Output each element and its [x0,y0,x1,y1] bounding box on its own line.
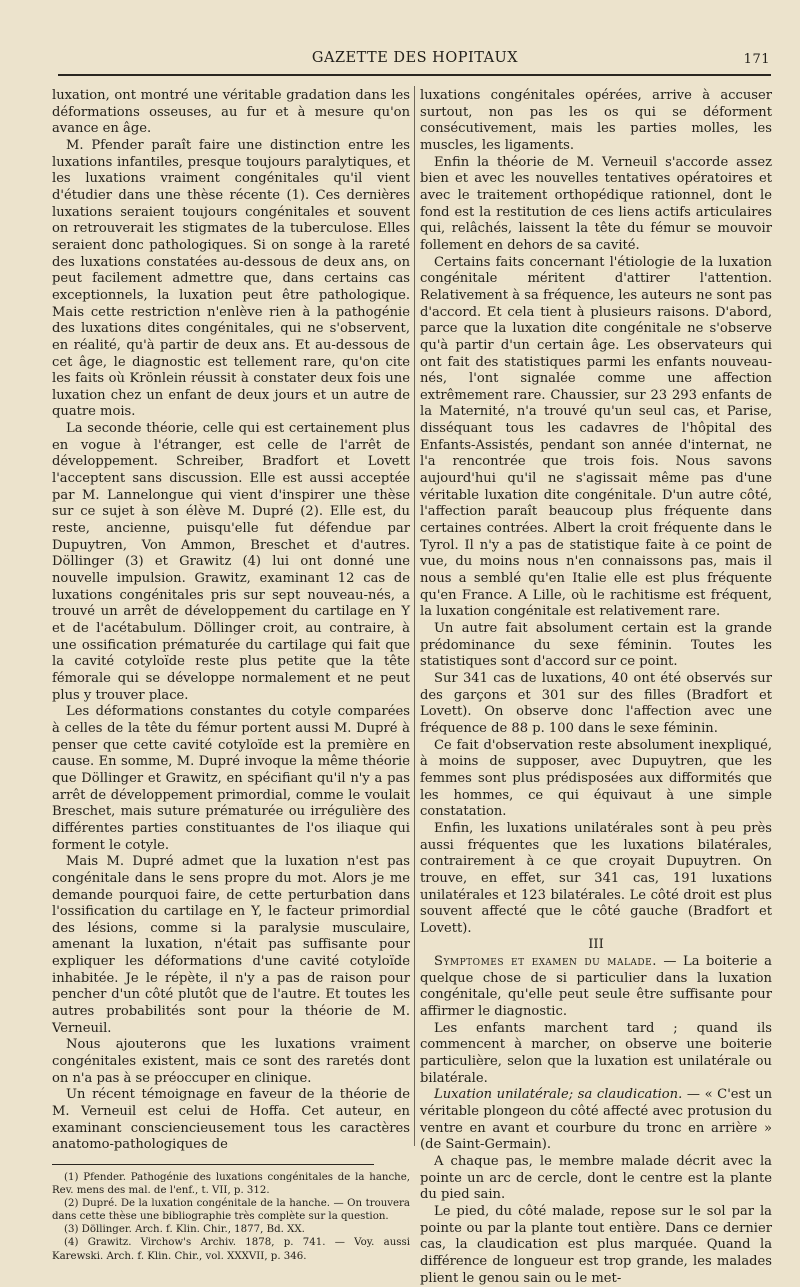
paragraph: La seconde théorie, celle qui est certainement plus en vogue à l'étranger, est celle de l'arrêt de développement. Schreiber, Bradfort et Lovett l'acceptent sans discussion. Elle est aussi acceptée par M. Lannelongue qui vient d'inspirer une thèse sur ce sujet à son élève M. Dupré (2). Elle est, du reste, ancienne, puisqu'elle fut défendue par Dupuytren, Von Ammon, Breschet et d'autres. Döllinger (3) et Grawitz (4) lui ont donné une nouvelle impulsion. Grawitz, examinant 12 cas de luxations congénitales pris sur sept nouveau-nés, a trouvé un arrêt de développement du cartilage en Y et de l'acétabulum. Döllinger croit, au contraire, à une ossification prématurée du cartilage qui fait que la cavité cotyloïde reste plus petite que la tête fémorale qui se développe normalement et ne peut plus y trouver place. [52,421,410,703]
journal-title: GAZETTE DES HOPITAUX [311,50,519,66]
section-title: Symptomes et examen du malade. [434,954,657,970]
subsection-paragraph [420,1087,772,1154]
page-number: 171 [743,52,770,67]
paragraph: Un récent témoignage en faveur de la théorie de M. Verneuil est celui de Hoffa. Cet auteur, en examinant consciencieusement tous les caractères anatomo-pathologiques de [52,1087,410,1153]
paragraph: Enfin la théorie de M. Verneuil s'accorde assez bien et avec les nouvelles tentatives opératoires et avec le traitement orthopédique rationnel, dont le fond est la restitution de ces liens actifs articulaires qui, relâchés, laissent la tête du fémur se mouvoir follement en dehors de sa cavité. [420,154,772,253]
footnotes [52,1171,410,1263]
header-rule [58,74,771,76]
paragraph: Un autre fait absolument certain est la grande prédominance du sexe féminin. Toutes les statistiques sont d'accord sur ce point. [420,621,772,670]
paragraph: luxation, ont montré une véritable gradation dans les déformations osseuses, au fur et à mesure qu'on avance en âge. [52,88,410,137]
footnote-rule [52,1164,374,1165]
paragraph: M. Pfender paraît faire une distinction entre les luxations infantiles, presque toujours paralytiques, et les luxations vraiment congénitales qu'il vient d'étudier dans une thèse récente (1). Ces dernières luxations seraient toujours congénitales et souvent on retrouverait les stigmates de la tuberculose. Elles seraient donc pathologiques. Si on songe à la rareté des luxations constatées au-dessous de deux ans, on peut facilement admettre que, dans certains cas exceptionnels, la luxation peut être pathologique. Mais cette restriction n'enlève rien à la pathogénie des luxations dites congénitales, qui ne s'observent, en réalité, qu'à partir de deux ans. Et au-dessous de cet âge, le diagnostic est tellement rare, qu'on cite les faits où Krönlein réussit à constater deux fois une luxation chez un enfant de deux jours et un autre de quatre mois. [52,137,410,420]
paragraph: Le pied, du côté malade, repose sur le sol par la pointe ou par la plante tout entière. Dans ce dernier cas, la claudication est plus marquée. Quand la différence de longueur est trop grande, les malades plient le genou sain ou le met- [420,1203,772,1286]
paragraph: Enfin, les luxations unilatérales sont à peu près aussi fréquentes que les luxations bilatérales, contrairement à ce que croyait Dupuytren. On trouve, en effet, sur 341 cas, 191 luxations unilatérales et 123 bilatérales. Le côté droit est plus souvent affecté que le côté gauche (Bradfort et Lovett). [420,820,772,936]
column-divider [414,86,415,1146]
subsection-text: — « C'est un véritable plongeon du côté affecté avec protusion du ventre en avant et courbure du tronc en arrière » (de Saint-Germain). [420,1087,772,1153]
footnote: (1) Pfender. Pathogénie des luxations congénitales de la hanche, Rev. mens des mal. de l'enf., t. VII, p. 312. [52,1172,410,1197]
footnote: (2) Dupré. De la luxation congénitale de la hanche. — On trouvera dans cette thèse une bibliographie très complète sur la question. [52,1198,410,1223]
footnote: (4) Grawitz. Virchow's Archiv. 1878, p. 741. — Voy. aussi Karewski. Arch. f. Klin. Chir., vol. XXXVII, p. 346. [52,1237,410,1262]
paragraph: Les déformations constantes du cotyle comparées à celles de la tête du fémur portent aussi M. Dupré à penser que cette cavité cotyloïde est la première en cause. En somme, M. Dupré invoque la même théorie que Döllinger et Grawitz, en spécifiant qu'il n'y a pas arrêt de développement primordial, comme le voulait Breschet, mais suture prématurée ou irrégulière des différentes parties constituantes de l'os iliaque qui forment le cotyle. [52,704,410,853]
paragraph: Sur 341 cas de luxations, 40 ont été observés sur des garçons et 301 sur des filles (Bradfort et Lovett). On observe donc l'affection avec une fréquence de 88 p. 100 dans le sexe féminin. [420,670,772,736]
running-header [60,50,770,72]
paragraph: Mais M. Dupré admet que la luxation n'est pas congénitale dans le sens propre du mot. Alors je me demande pourquoi faire, de cette perturbation dans l'ossification du cartilage en Y, le facteur primordial des lésions, comme si la paralysie musculaire, amenant la luxation, n'était pas suffisante pour expliquer les déformations d'une cavité cotyloïde inhabitée. Je le répète, il n'y a pas de raison pour pencher d'un côté plutôt que de l'autre. Et toutes les autres probabilités sont pour la théorie de M. Verneuil. [52,854,410,1036]
paragraph: luxations congénitales opérées, arrive à accuser surtout, non pas les os qui se déforment consécutivement, mais les parties molles, les muscles, les ligaments. [420,88,772,153]
right-column [420,88,772,1287]
paragraph: Certains faits concernant l'étiologie de la luxation congénitale méritent d'attirer l'attention. Relativement à sa fréquence, les auteurs ne sont pas d'accord. Et cela tient à plusieurs raisons. D'abord, parce que la luxation dite congénitale ne s'observe qu'à partir d'un certain âge. Les observateurs qui ont fait des statistiques parmi les enfants nouveau-nés, l'ont signalée comme une affection extrêmement rare. Chaussier, sur 23 293 enfants de la Maternité, n'a trouvé qu'un seul cas, et Parise, disséquant tous les cadavres de l'hôpital des Enfants-Assistés, pendant son année d'internat, ne l'a rencontrée que trois fois. Nous savons aujourd'hui qu'il ne s'agissait même pas d'une véritable luxation dite congénitale. D'un autre côté, l'affection paraît beaucoup plus fréquente dans certaines contrées. Albert la croit fréquente dans le Tyrol. Il n'y a pas de statistique faite à ce point de vue, du moins nous n'en connaissons pas, mais il nous a semblé qu'en Italie elle est plus fréquente qu'en France. A Lille, où le rachitisme est fréquent, la luxation congénitale est relativement rare. [420,254,772,620]
footnote: (3) Döllinger. Arch. f. Klin. Chir., 1877, Bd. XX. [64,1224,305,1236]
paragraph: Les enfants marchent tard ; quand ils commencent à marcher, on observe une boiterie particulière, selon que la luxation est unilatérale ou bilatérale. [420,1020,772,1086]
section-number: III [588,937,604,953]
paragraph: Nous ajouterons que les luxations vraiment congénitales existent, mais ce sont des raretés dont on n'a pas à se préoccuper en clinique. [52,1037,410,1086]
paragraph: Ce fait d'observation reste absolument inexpliqué, à moins de supposer, avec Dupuytren, que les femmes sont plus prédisposées aux difformités que les hommes, ce qui équivaut à une simple constatation. [420,737,772,820]
left-column [52,88,410,1263]
paragraph: A chaque pas, le membre malade décrit avec la pointe un arc de cercle, dont le centre est la plante du pied sain. [420,1154,772,1203]
section-intro-paragraph [420,954,772,1021]
subsection-title: Luxation unilatérale; sa claudication. [434,1087,683,1103]
section-intro-text: — La boiterie a quelque chose de si particulier dans la luxation congénitale, qu'elle peut seule être suffisante pour affirmer le diagnostic. [420,954,772,1020]
